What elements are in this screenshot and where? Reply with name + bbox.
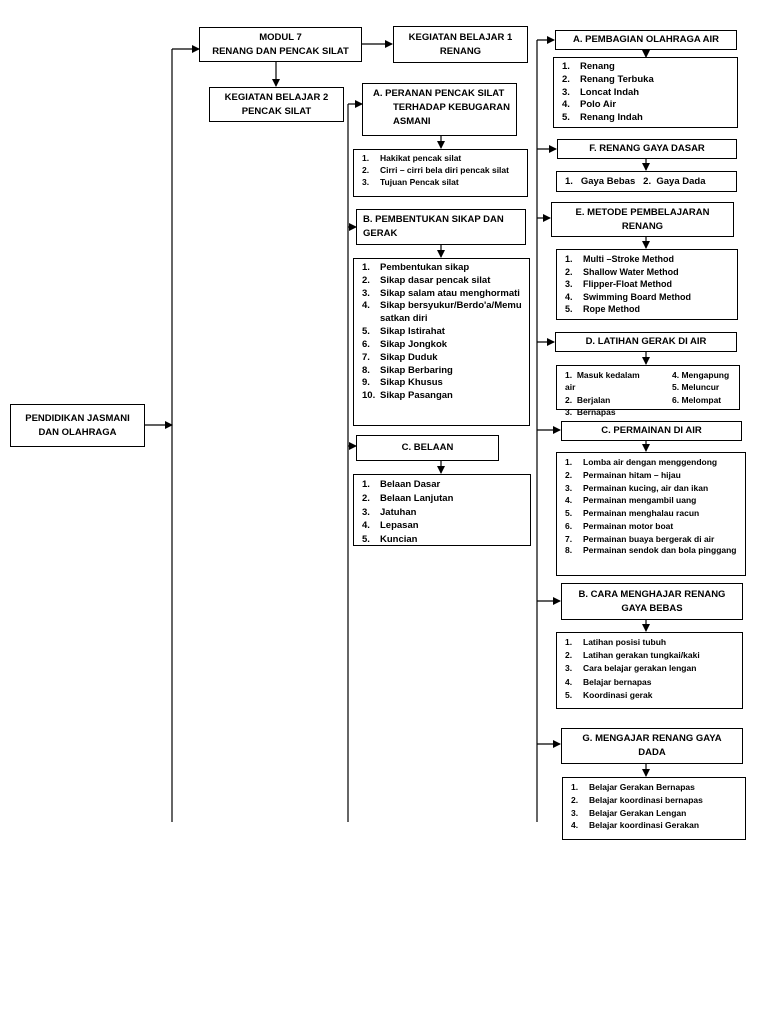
list-item: 4. Polo Air [562,99,617,111]
list-item: 7. Permainan buaya bergerak di air [565,533,715,544]
renang-a-list [553,57,738,128]
silat-c-header [356,435,499,461]
root-line1: PENDIDIKAN JASMANI [25,412,130,424]
list-item: 6. Permainan motor boat [565,520,674,531]
list-item: 1. Lomba air dengan menggendong [565,457,718,467]
list-item: 1. Renang [562,61,615,72]
silat-b-list [353,258,530,426]
list-item: 5. Permainan menghalau racun [565,508,700,518]
renang-d-title: D. LATIHAN GERAK DI AIR [585,336,707,348]
list-item: 2. Permainan hitam – hijau [565,469,681,480]
list-item: 7. Sikap Duduk [362,351,438,363]
list-item: 4. Permainan mengambil uang [565,495,697,506]
list-item: 3. Sikap salam atau menghormati [362,287,520,299]
kb2-line2: PENCAK SILAT [241,105,312,117]
silat-a-title-line1: A. PERANAN PENCAK SILAT [373,88,505,99]
kb1-node [393,26,528,63]
list-item: 2. Renang Terbuka [562,73,654,85]
renang-g-title-line1: G. MENGAJAR RENANG GAYA [582,733,722,745]
list-item: 1. Multi –Stroke Method [565,254,675,264]
silat-b-title-line1: B. PEMBENTUKAN SIKAP DAN [363,214,504,225]
list-item: 1. Gaya Bebas [565,176,636,187]
renang-e-title-line1: E. METODE PEMBELAJARAN [575,206,710,218]
list-item: 3. Flipper-Float Method [565,279,672,290]
list-item: 2. Latihan gerakan tungkai/kaki [565,650,700,661]
silat-b-header [356,209,526,245]
renang-b-header [561,583,743,620]
list-item: 1. Belaan Dasar [362,479,441,490]
list-item: 1. Latihan posisi tubuh [565,637,667,647]
list-item: 5. Koordinasi gerak [565,689,653,700]
list-item: 4. Sikap bersyukur/Berdo'a/Memusatkan diri [362,300,522,325]
list-item: 5. Rope Method [565,304,640,315]
list-item: 10. Sikap Pasangan [362,390,453,402]
renang-e-header [551,202,734,237]
renang-c-title: C. PERMAINAN DI AIR [601,425,702,437]
modul-line2: RENANG DAN PENCAK SILAT [212,45,349,57]
list-item: 5. Meluncur [672,382,720,393]
renang-e-title-line2: RENANG [621,220,664,232]
renang-f-list [556,171,737,192]
silat-a-title-line3: ASMANI [393,115,431,127]
list-item: 3. Jatuhan [362,506,417,518]
renang-g-list [562,777,746,840]
list-item: 2. Gaya Dada [643,176,706,187]
renang-b-list [556,632,743,709]
list-item: 8. Permainan sendok dan bola pinggang [565,545,737,556]
silat-a-list [353,149,528,197]
list-item: 2. Belaan Lanjutan [362,492,454,504]
list-item: 6. Sikap Jongkok [362,338,448,350]
list-item: 5. Renang Indah [562,112,643,124]
renang-g-header [561,728,743,764]
list-item: 4. Belajar bernapas [565,676,652,687]
renang-a-title: A. PEMBAGIAN OLAHRAGA AIR [572,34,720,46]
list-item: 1. Masuk kedalam air [565,370,640,393]
list-item: 1. Hakikat pencak silat [362,153,462,163]
list-item: 1. Pembentukan sikap [362,262,470,273]
modul-line1: MODUL 7 [259,31,302,43]
silat-a-title-line2: TERHADAP KEBUGARAN [393,101,510,113]
renang-e-list [556,249,738,320]
renang-g-title-line2: DADA [638,747,666,758]
renang-d-list [556,365,740,417]
list-item: 2. Shallow Water Method [565,266,679,277]
list-item: 5. Kuncian [362,534,418,546]
kb2-line1: KEGIATAN BELAJAR 2 [224,91,329,103]
list-item: 4. Lepasan [362,520,419,532]
list-item: 2. Sikap dasar pencak silat [362,274,491,286]
renang-f-header [557,139,737,159]
kb2-node [209,87,344,122]
list-item: 1. Belajar Gerakan Bernapas [571,782,695,792]
list-item: 2. Berjalan [565,394,611,405]
list-item: 3. Tujuan Pencak silat [362,176,459,187]
modul-node [199,27,362,62]
list-item: 9. Sikap Khusus [362,377,443,389]
silat-c-title: C. BELAAN [401,442,454,454]
list-item: 5. Sikap Istirahat [362,326,445,338]
kb1-line1: KEGIATAN BELAJAR 1 [408,31,513,43]
renang-f-title: F. RENANG GAYA DASAR [589,143,705,155]
list-item: 2. Cirri – cirri bela diri pencak silat [362,164,509,175]
silat-c-list [353,474,531,546]
list-item: 3. Bernapas [565,406,616,417]
list-item: 2. Belajar koordinasi bernapas [571,794,703,805]
list-item: 3. Cara belajar gerakan lengan [565,663,697,674]
renang-b-title-line1: B. CARA MENGHAJAR RENANG [578,588,726,600]
silat-b-title-line2: GERAK [363,227,398,239]
renang-c-header [561,421,742,441]
root-line2: DAN OLAHRAGA [38,426,117,438]
list-item: 6. Melompat [672,394,722,405]
renang-c-list [556,452,746,576]
root-node [10,404,145,447]
renang-a-header [555,30,737,50]
list-item: 4. Mengapung [672,370,730,380]
list-item: 4. Swimming Board Method [565,291,691,302]
kb1-line2: RENANG [439,45,482,57]
list-item: 3. Belajar Gerakan Lengan [571,807,687,818]
renang-b-title-line2: GAYA BEBAS [621,602,683,614]
list-item: 3. Loncat Indah [562,86,640,98]
renang-d-header [555,332,737,352]
list-item: 3. Permainan kucing, air dan ikan [565,482,709,493]
silat-a-header [362,83,517,136]
list-item: 4. Belajar koordinasi Gerakan [571,820,700,831]
list-item: 8. Sikap Berbaring [362,364,453,376]
